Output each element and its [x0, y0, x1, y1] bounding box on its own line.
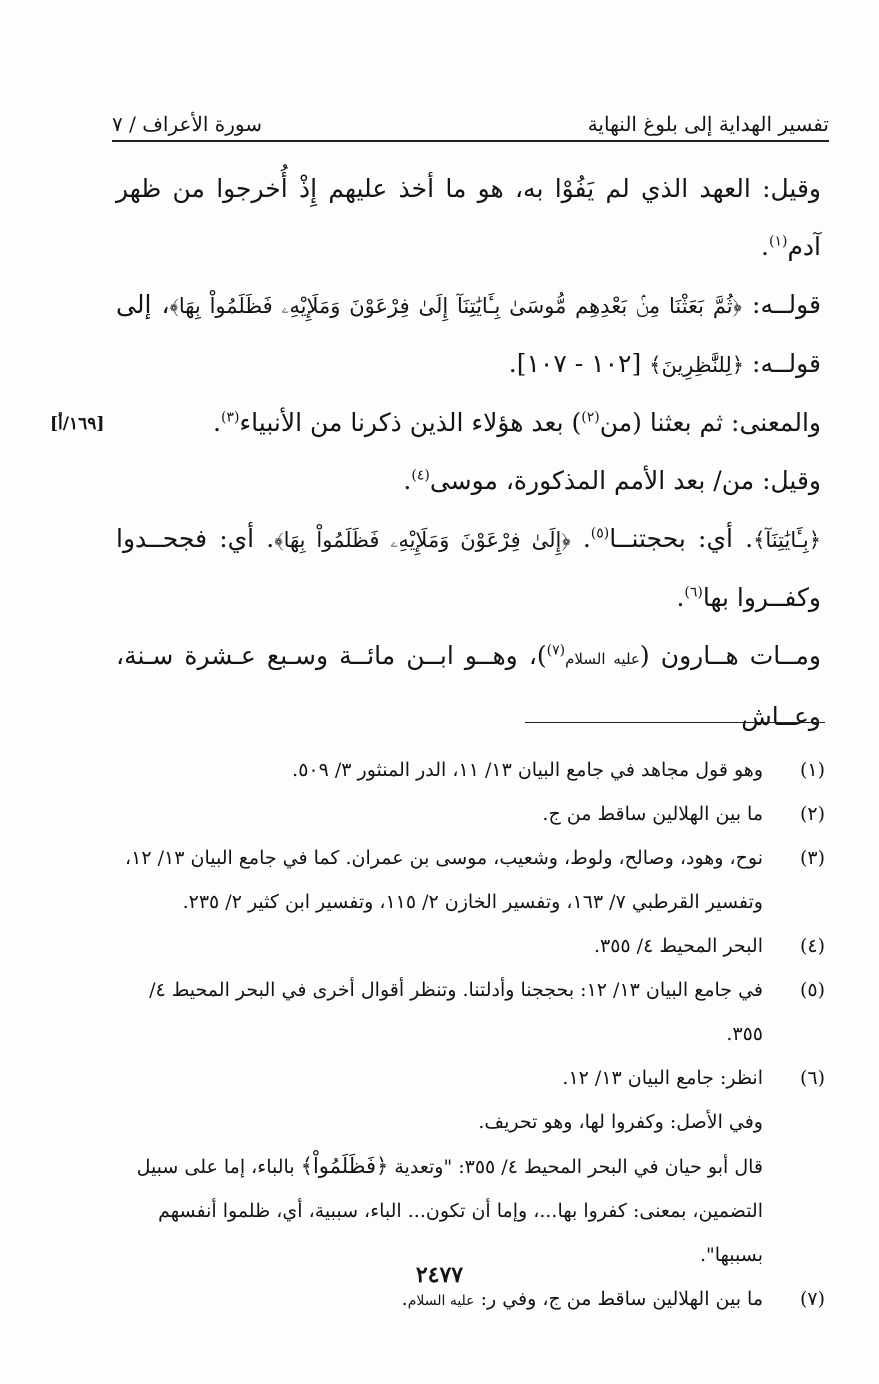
honorific-glyph: عليه السلام	[565, 650, 640, 668]
manuscript-folio-marker: [١٦٩/أ]	[50, 414, 105, 434]
footnote-3: (٣) نوح، وهود، وصالح، ولوط، وشعيب، موسى بن عمران. كما في جامع البيان ١٣/ ١٢، وتفسير القرطبي ٧/ ١٦٣، وتفسير الخازن ٢/ ١١٥، وتفسير ابن كثير ٢/ ٢٣٥.	[125, 847, 825, 913]
book-title: تفسير الهداية إلى بلوغ النهاية	[587, 112, 829, 136]
footnote-4: (٤) البحر المحيط ٤/ ٣٥٥.	[593, 935, 825, 957]
paragraph-6: ومــات هــارون (عليه السلام$^{(٧)}$)، وهــو ابــن مائــة وسـبع عـشرة سـنة، وعــاش	[116, 641, 822, 731]
page-number: ٢٤٧٧	[415, 1262, 464, 1288]
footnote-ref: (٢)	[581, 409, 600, 426]
footnote-6: (٦) انظر: جامع البيان ١٣/ ١٢.	[562, 1067, 825, 1089]
paragraph-3: والمعنى: ثم بعثنا (من$^{(٢)}$) بعد هؤلاء الذين ذكرنا من الأنبياء$^{(٣)}$.	[213, 408, 821, 437]
verse-reference: [١٠٢ - ١٠٧].	[508, 349, 650, 378]
paragraph-4: وقيل: من/ بعد الأمم المذكورة، موسى$^{(٤)}$.	[403, 466, 821, 495]
quran-verse: ﴿لِلنَّٰظِرِينَ﴾	[649, 353, 745, 377]
footnote-ref: (١)	[768, 233, 788, 250]
footnote-2: (٢) ما بين الهلالين ساقط من ج.	[542, 803, 825, 825]
surah-label: سورة الأعراف / ٧	[112, 112, 263, 136]
paragraph-2: قولــه: ﴿ثُمَّ بَعَثْنَا مِنۢ بَعْدِهِم مُّوسَىٰ بِـَٔايَٰتِنَآ إِلَىٰ فِرْعَوْنَ وَمَلَإِيْهِۦ فَظَلَمُواْ بِهَا﴾، إلى قولــه: ﴿لِلنَّٰظِرِينَ﴾ [١٠٢ - ١٠٧].	[116, 290, 822, 378]
footnote-divider	[525, 722, 825, 723]
footnote-ref: (٣)	[220, 409, 240, 426]
footnote-6-continuation: وفي الأصل: وكفروا لها، وهو تحريف. قال أبو حيان في البحر المحيط ٤/ ٣٥٥: "وتعدية ﴿فَظَلَمُواْ﴾ بالباء، إما على سبيل التضمين، بمعنى: كفروا بها...، وإما أن تكون... الباء، سببية، أي، ظلموا أنفسهم بسببها".	[136, 1111, 763, 1266]
footnote-ref: (٦)	[684, 584, 703, 601]
main-text	[116, 160, 821, 746]
footnote-ref: (٤)	[411, 467, 430, 484]
honorific-glyph: عليه السلام	[407, 1293, 475, 1309]
quran-verse: ﴿فَظَلَمُواْ﴾	[300, 1154, 389, 1178]
footnote-5: (٥) في جامع البيان ١٣/ ١٢: بحججنا وأدلتنا. وتنظر أقوال أخرى في البحر المحيط ٤/ ٣٥٥.	[149, 979, 825, 1045]
paragraph-1: وقيل: العهد الذي لم يَفُوْا به، هو ما أخذ عليهم إِذْ أُخرجوا من ظهر آدم$^{(١)}$.	[116, 174, 821, 261]
running-header	[112, 102, 829, 142]
quran-verse: ﴿ثُمَّ بَعَثْنَا مِنۢ بَعْدِهِم مُّوسَىٰ بِـَٔايَٰتِنَآ إِلَىٰ فِرْعَوْنَ وَمَلَإِيْهِۦ فَظَلَمُواْ بِهَا﴾	[169, 294, 742, 318]
quran-verse: ﴿إِلَىٰ فِرْعَوْنَ وَمَلَإِيْهِۦ فَظَلَمُواْ بِهَا﴾	[274, 528, 571, 552]
footnotes	[118, 748, 825, 1323]
quran-verse: ﴿بِـَٔايَٰتِنَآ﴾	[753, 528, 822, 552]
footnote-1: (١) وهو قول مجاهد في جامع البيان ١٣/ ١١، الدر المنثور ٣/ ٥٠٩.	[292, 759, 825, 781]
footnote-ref: (٧)	[546, 642, 566, 659]
footnote-ref: (٥)	[590, 525, 610, 542]
footnote-7: (٧) ما بين الهلالين ساقط من ج، وفي ر: عليه السلام.	[401, 1288, 825, 1310]
paragraph-5: ﴿بِـَٔايَٰتِنَآ﴾. أي: بحجتنــا$^{(٥)}$. ﴿إِلَىٰ فِرْعَوْنَ وَمَلَإِيْهِۦ فَظَلَمُواْ بِهَا﴾. أي: فجحــدوا وكفــروا بها$^{(٦)}$.	[116, 524, 822, 612]
